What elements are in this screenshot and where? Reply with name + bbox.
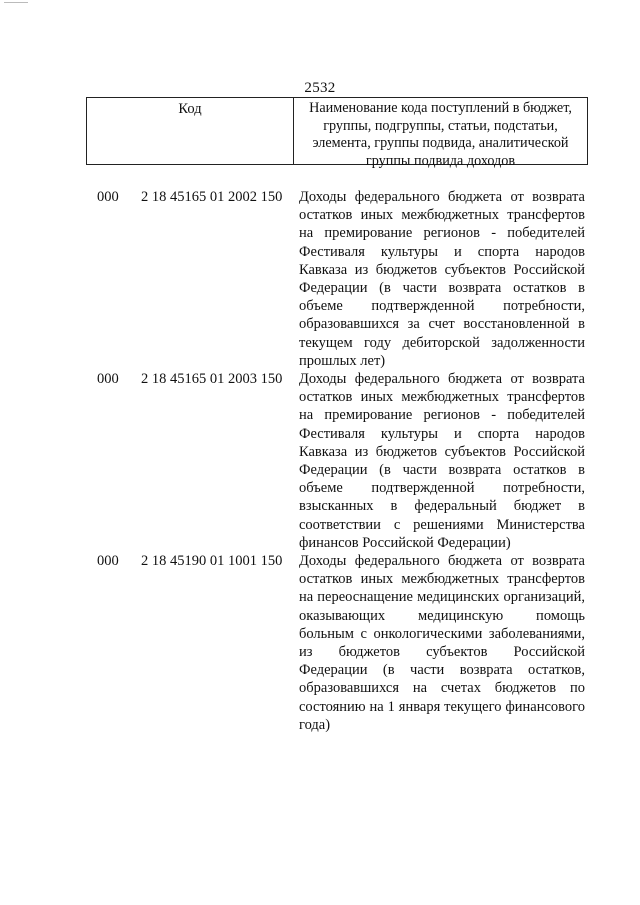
income-code: 2 18 45165 01 2003 150 bbox=[141, 371, 283, 388]
page-number: 2532 bbox=[304, 80, 336, 96]
income-description: Доходы федерального бюджета от возврата остатков иных межбюджетных трансфертов на переоснащение медицинских организаций, оказывающих медицинскую помощь больным с онкологическими заболеваниями, из бюджетов субъектов Российской Федерации (в части возврата остатков, образовавшихся на счетах бюджетов по состоянию на 1 января текущего финансового года) bbox=[299, 553, 585, 733]
income-description: Доходы федерального бюджета от возврата остатков иных межбюджетных трансфертов на премирование регионов - победителей Фестиваля культуры и спорта народов Кавказа из бюджетов субъектов Российской Федерации (в части возврата остатков в объеме подтвержденной потребности, взысканных в федеральный бюджет в соответствии с решениями Министерства финансов Российской Федерации) bbox=[299, 371, 585, 551]
table-row bbox=[0, 370, 640, 552]
income-code-list bbox=[0, 188, 640, 734]
scan-edge-mark bbox=[4, 2, 28, 3]
admin-code: 000 bbox=[97, 553, 119, 570]
income-description: Доходы федерального бюджета от возврата остатков иных межбюджетных трансфертов на премирование регионов - победителей Фестиваля культуры и спорта народов Кавказа из бюджетов субъектов Российской Федерации (в части возврата остатков в объеме подтвержденной потребности, образовавшихся за счет восстановленной в текущем году дебиторской задолженности прошлых лет) bbox=[299, 189, 585, 369]
income-code: 2 18 45165 01 2002 150 bbox=[141, 189, 283, 205]
header-code-column: Код bbox=[87, 98, 294, 164]
table-header bbox=[86, 97, 588, 169]
admin-code: 000 bbox=[97, 189, 119, 205]
header-name-column: Наименование кода поступлений в бюджет, группы, подгруппы, статьи, подстатьи, элемента, группы подвида, аналитической группы подвида доходов bbox=[309, 100, 572, 169]
table-row bbox=[0, 552, 640, 734]
table-row bbox=[0, 188, 640, 370]
income-code: 2 18 45190 01 1001 150 bbox=[141, 553, 283, 570]
admin-code: 000 bbox=[97, 371, 119, 388]
